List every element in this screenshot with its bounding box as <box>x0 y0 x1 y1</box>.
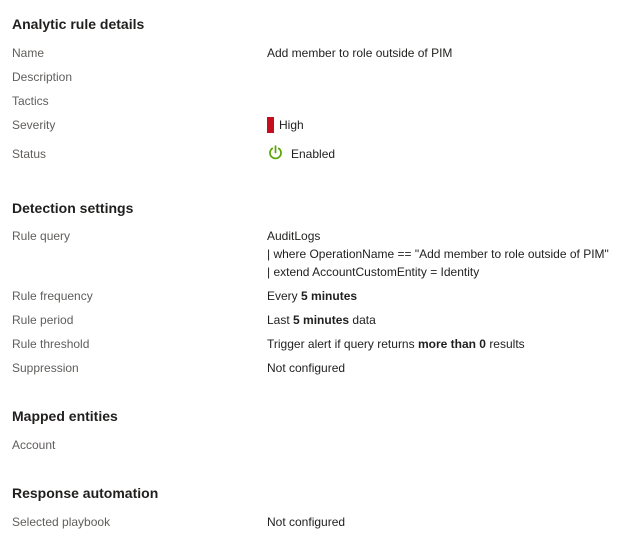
analytic-rule-details-heading: Analytic rule details <box>12 16 145 32</box>
mapped-entities-heading: Mapped entities <box>12 408 118 424</box>
name-label: Name <box>12 46 45 60</box>
rule-period-row <box>0 311 634 329</box>
frequency-amount: 5 minutes <box>301 289 358 303</box>
rule-query-row <box>0 227 634 281</box>
account-label: Account <box>12 438 56 452</box>
rule-frequency-label: Rule frequency <box>12 289 93 303</box>
rule-period-label: Rule period <box>12 313 74 327</box>
threshold-suffix: results <box>489 337 525 351</box>
name-value: Add member to role outside of PIM <box>267 46 453 60</box>
rule-query-label: Rule query <box>12 229 71 243</box>
rule-frequency-value <box>267 287 357 305</box>
detection-settings-heading: Detection settings <box>12 200 134 216</box>
period-amount: 5 minutes <box>293 313 350 327</box>
severity-row <box>0 116 634 134</box>
name-row <box>0 44 634 62</box>
tactics-row <box>0 92 634 110</box>
suppression-value: Not configured <box>267 361 346 375</box>
rule-query-value <box>267 227 609 281</box>
rule-threshold-row <box>0 335 634 353</box>
severity-label: Severity <box>12 118 56 132</box>
query-line-3: | extend AccountCustomEntity = Identity <box>267 265 480 279</box>
frequency-prefix: Every <box>267 289 298 303</box>
query-line-2: | where OperationName == "Add member to role outside of PIM" <box>267 247 609 261</box>
account-row <box>0 436 634 454</box>
period-prefix: Last <box>267 313 290 327</box>
description-row <box>0 68 634 86</box>
rule-threshold-value <box>267 335 525 353</box>
severity-value: High <box>279 118 304 132</box>
status-value: Enabled <box>291 147 336 161</box>
response-automation-heading: Response automation <box>12 485 159 501</box>
threshold-prefix: Trigger alert if query returns <box>267 337 415 351</box>
description-label: Description <box>12 70 73 84</box>
threshold-amount: more than 0 <box>417 337 486 351</box>
tactics-label: Tactics <box>12 94 49 108</box>
rule-period-value <box>267 311 376 329</box>
selected-playbook-label: Selected playbook <box>12 515 111 529</box>
suppression-label: Suppression <box>12 361 79 375</box>
status-row <box>0 145 634 163</box>
power-icon <box>267 144 284 161</box>
selected-playbook-row <box>0 513 634 531</box>
rule-threshold-label: Rule threshold <box>12 337 90 351</box>
period-suffix: data <box>352 313 376 327</box>
query-line-1: AuditLogs <box>267 229 321 243</box>
suppression-row <box>0 359 634 377</box>
status-label: Status <box>12 147 47 161</box>
selected-playbook-value: Not configured <box>267 515 346 529</box>
rule-frequency-row <box>0 287 634 305</box>
severity-indicator <box>267 117 274 133</box>
